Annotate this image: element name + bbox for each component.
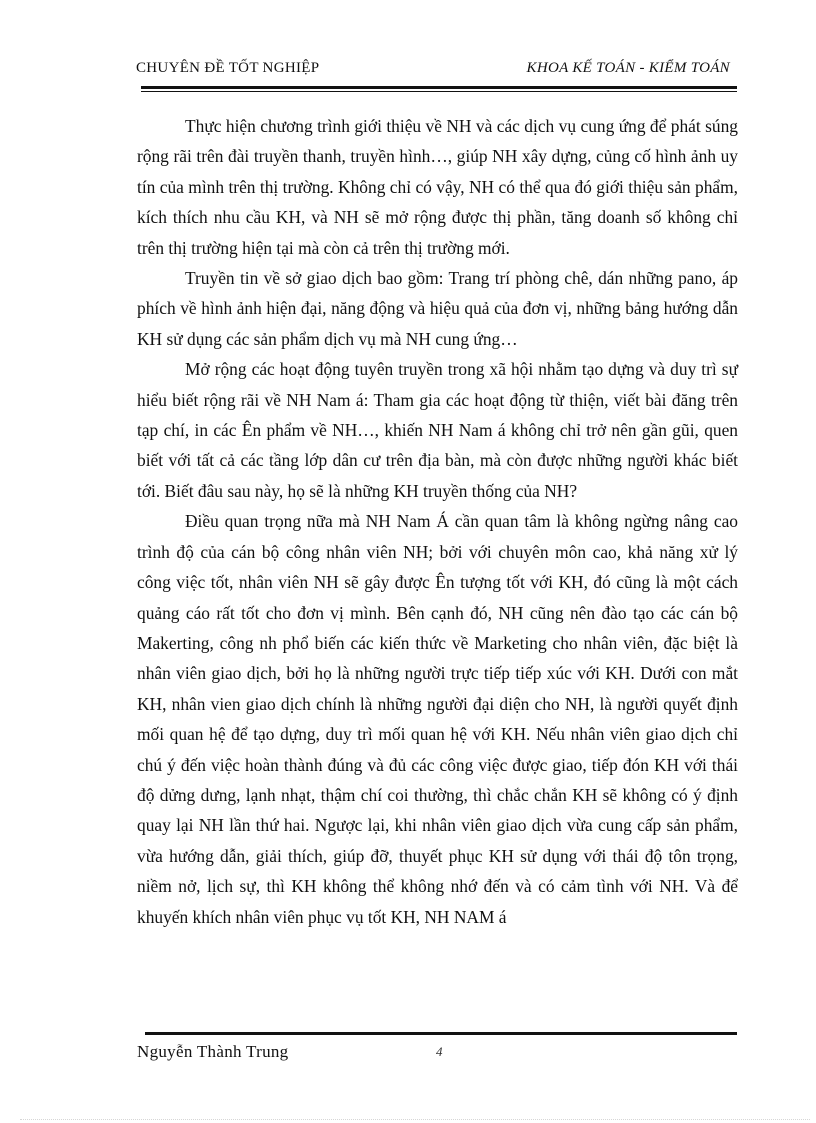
paragraph-1: Thực hiện chương trình giới thiệu về NH và các dịch vụ cung ứng để phát súng rộng rãi trên đài truyền thanh, truyền hình…, giúp NH xây dựng, củng cố hình ảnh uy tín của mình trên thị trường. Không chỉ có vậy, NH có thể qua đó giới thiệu sản phẩm, kích thích nhu cầu KH, và NH sẽ mở rộng được thị phần, tăng doanh số không chỉ trên thị trường hiện tại mà còn cả trên thị trường mới. [137,116,738,258]
page-header [136,60,730,82]
footer-rule [145,1032,737,1035]
paragraph-3: Mở rộng các hoạt động tuyên truyền trong xã hội nhằm tạo dựng và duy trì sự hiểu biết rộng rãi về NH Nam á: Tham gia các hoạt động từ thiện, viết bài đăng trên tạp chí, in các Ên phẩm về NH…, khiến NH Nam á không chỉ trở nên gần gũi, quen biết với tất cả các tầng lớp dân cư trên địa bàn, mà còn được những người khác biết tới. Biết đâu sau này, họ sẽ là những KH truyền thống của NH? [137,359,738,501]
page-edge-divider [20,1119,810,1120]
page-number: 4 [436,1044,443,1059]
paragraph-2: Truyền tin về sở giao dịch bao gồm: Trang trí phòng chê, dán những pano, áp phích về hình ảnh hiện đại, năng động và hiệu quả của đơn vị, những bảng hướng dẫn KH sử dụng các sản phẩm dịch vụ mà NH cung ứng… [137,268,738,349]
header-double-rule [141,86,737,92]
document-body [137,111,738,932]
paragraph-4: Điều quan trọng nữa mà NH Nam Á cần quan tâm là không ngừng nâng cao trình độ của cán bộ công nhân viên NH; bởi với chuyên môn cao, khả năng xử lý công việc tốt, nhân viên NH sẽ gây được Ên tượng tốt với KH, đó cũng là một cách quảng cáo rất tốt cho đơn vị mình. Bên cạnh đó, NH cũng nên đào tạo các cán bộ Makerting, công nh phổ biến các kiến thức về Marketing cho nhân viên, đặc biệt là nhân viên giao dịch, bởi họ là những người trực tiếp tiếp xúc với KH. Dưới con mắt KH, nhân vien giao dịch chính là những người đại diện cho NH, là người quyết định mối quan hệ để tạo dựng, duy trì mối quan hệ với KH. Nếu nhân viên giao dịch chỉ chú ý đến việc hoàn thành đúng và đủ các công việc được giao, tiếp đón KH với thái độ dửng dưng, lạnh nhạt, thậm chí coi thường, thì chắc chắn KH sẽ không có ý định quay lại NH lần thứ hai. Ngược lại, khi nhân viên giao dịch vừa cung cấp sản phẩm, vừa hướng dẫn, giải thích, giúp đỡ, thuyết phục KH sử dụng với thái độ tôn trọng, niềm nở, lịch sự, thì KH không thể không nhớ đến và có cảm tình với NH. Và để khuyến khích nhân viên phục vụ tốt KH, NH NAM á [137,511,738,927]
header-right-faculty: KHOA KẾ TOÁN - KIỂM TOÁN [526,60,730,76]
footer-author: Nguyễn Thành Trung [137,1042,289,1061]
header-left-title: CHUYÊN ĐỀ TỐT NGHIỆP [136,60,320,76]
